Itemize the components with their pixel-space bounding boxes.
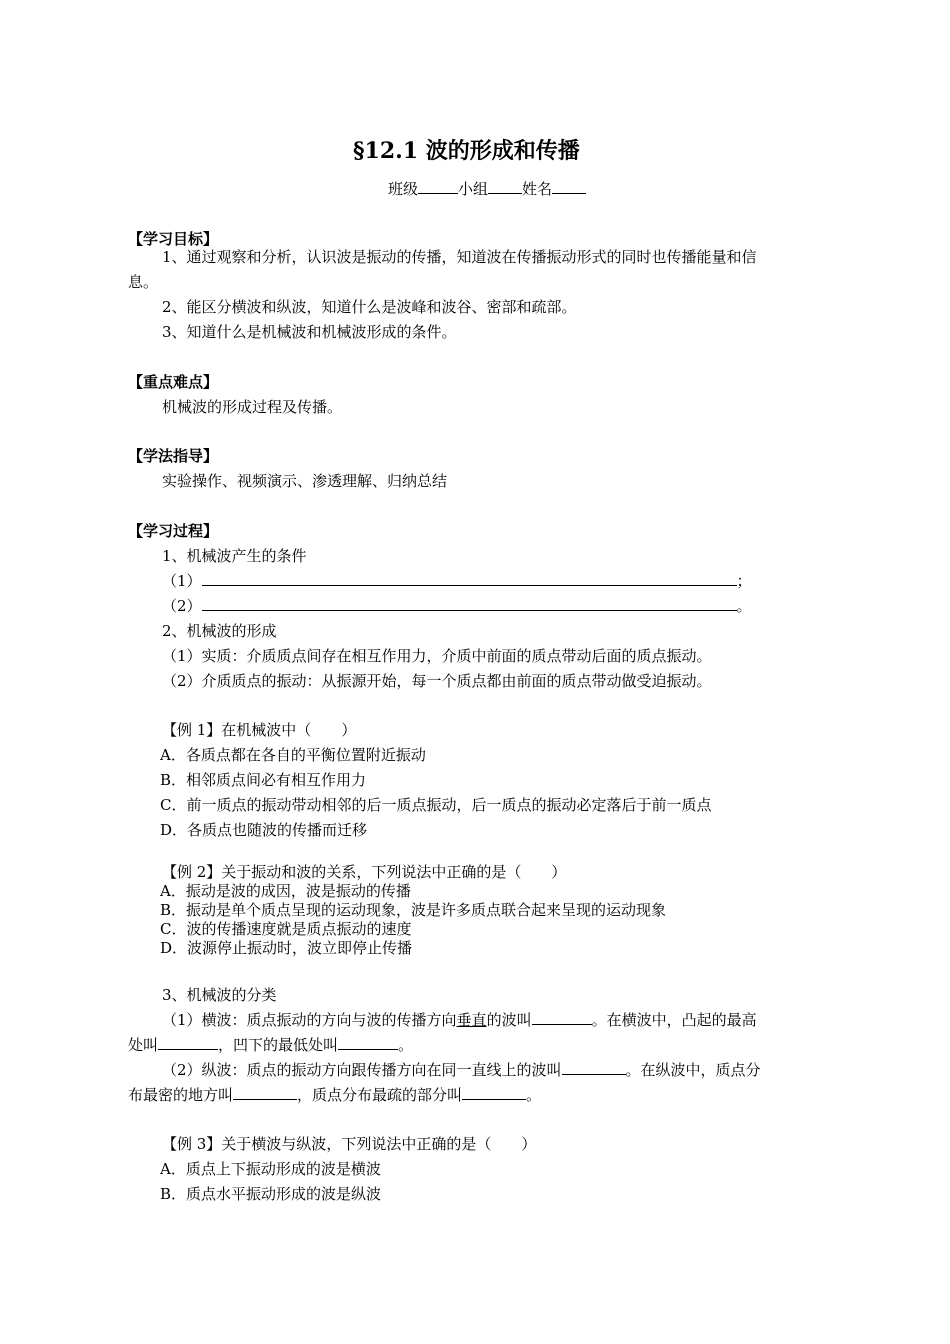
condition-2-label: （2） (162, 597, 202, 615)
goal-1: 1、通过观察和分析，认识波是振动的传播，知道波在传播振动形式的同时也传播能量和信 (162, 248, 757, 266)
goal-1-cont: 息。 (128, 273, 159, 291)
goal-3: 3、知道什么是机械波和机械波形成的条件。 (162, 323, 457, 341)
compression-label: 布最密的地方叫 (128, 1086, 234, 1104)
process-s2b: （2）介质质点的振动：从振源开始，每一个质点都由前面的质点带动做受迫振动。 (162, 672, 712, 690)
example-3-option-b: B．质点水平振动形成的波是纵波 (160, 1185, 382, 1203)
example-2-option-b: B．振动是单个质点呈现的运动现象，波是许多质点联合起来呈现的运动现象 (160, 901, 667, 919)
goal-2: 2、能区分横波和纵波，知道什么是波峰和波谷、密部和疏部。 (162, 298, 577, 316)
example-2-stem: 【例 2】关于振动和波的关系，下列说法中正确的是（ ） (162, 863, 567, 881)
example-2-option-d: D．波源停止振动时，波立即停止传播 (160, 939, 413, 957)
condition-1-label: （1） (162, 572, 202, 590)
process-heading: 【学习过程】 (128, 522, 219, 540)
example-1-option-a: A．各质点都在各自的平衡位置附近振动 (160, 746, 426, 764)
student-info-line (388, 178, 586, 199)
group-label: 小组 (458, 180, 489, 198)
transverse-text-c: 。在横波中，凸起的最高 (591, 1011, 757, 1029)
transverse-wave-blank[interactable] (532, 1009, 592, 1025)
example-1-stem: 【例 1】在机械波中（ ） (162, 721, 357, 739)
condition-1-blank[interactable] (202, 570, 737, 586)
transverse-line-2 (128, 1034, 413, 1055)
example-1-option-b: B．相邻质点间必有相互作用力 (160, 771, 367, 789)
example-1-option-d: D．各质点也随波的传播而迁移 (160, 821, 368, 839)
key-text: 机械波的形成过程及传播。 (162, 398, 343, 416)
example-1-option-c: C．前一质点的振动带动相邻的后一质点振动，后一质点的振动必定落后于前一质点 (160, 796, 712, 814)
longitudinal-line-2 (128, 1084, 541, 1105)
class-label: 班级 (388, 180, 419, 198)
compression-blank[interactable] (233, 1084, 297, 1100)
condition-2-blank[interactable] (202, 595, 737, 611)
condition-1 (162, 570, 752, 591)
process-s2: 2、机械波的形成 (162, 622, 277, 640)
key-heading: 【重点难点】 (128, 373, 219, 391)
example-3-option-a: A．质点上下振动形成的波是横波 (160, 1160, 381, 1178)
example-3-stem: 【例 3】关于横波与纵波，下列说法中正确的是（ ） (162, 1135, 537, 1153)
transverse-line-1 (162, 1009, 757, 1030)
method-heading: 【学法指导】 (128, 447, 219, 465)
transverse-underlined: 垂直 (456, 1011, 487, 1029)
transverse-text-a: （1）横波：质点振动的方向与波的传播方向 (162, 1011, 457, 1029)
crest-blank[interactable] (158, 1034, 218, 1050)
page-title: §12.1 波的形成和传播 (353, 138, 580, 164)
example-2-option-c: C．波的传播速度就是质点振动的速度 (160, 920, 412, 938)
condition-2-end: 。 (736, 597, 752, 615)
trough-label: ，凹下的最低处叫 (218, 1036, 339, 1054)
group-blank[interactable] (488, 178, 522, 194)
longitudinal-text-a: （2）纵波：质点的振动方向跟传播方向在同一直线上的波叫 (162, 1061, 562, 1079)
trough-blank[interactable] (338, 1034, 398, 1050)
crest-label: 处叫 (128, 1036, 159, 1054)
name-blank[interactable] (552, 178, 586, 194)
longitudinal-end: 。 (526, 1086, 542, 1104)
example-2-option-a: A．振动是波的成因，波是振动的传播 (160, 882, 411, 900)
goals-heading: 【学习目标】 (128, 230, 219, 248)
method-text: 实验操作、视频演示、渗透理解、归纳总结 (162, 472, 448, 490)
process-s1: 1、机械波产生的条件 (162, 547, 307, 565)
transverse-end: 。 (398, 1036, 414, 1054)
rarefaction-blank[interactable] (462, 1084, 526, 1100)
classification-heading: 3、机械波的分类 (162, 986, 277, 1004)
condition-1-end: ； (736, 572, 752, 590)
longitudinal-wave-blank[interactable] (562, 1059, 626, 1075)
process-s2a: （1）实质：介质质点间存在相互作用力，介质中前面的质点带动后面的质点振动。 (162, 647, 712, 665)
name-label: 姓名 (522, 180, 553, 198)
transverse-text-b: 的波叫 (486, 1011, 532, 1029)
longitudinal-text-b: 。在纵波中，质点分 (625, 1061, 761, 1079)
rarefaction-label: ，质点分布最疏的部分叫 (297, 1086, 463, 1104)
longitudinal-line-1 (162, 1059, 761, 1080)
class-blank[interactable] (418, 178, 458, 194)
condition-2 (162, 595, 752, 616)
